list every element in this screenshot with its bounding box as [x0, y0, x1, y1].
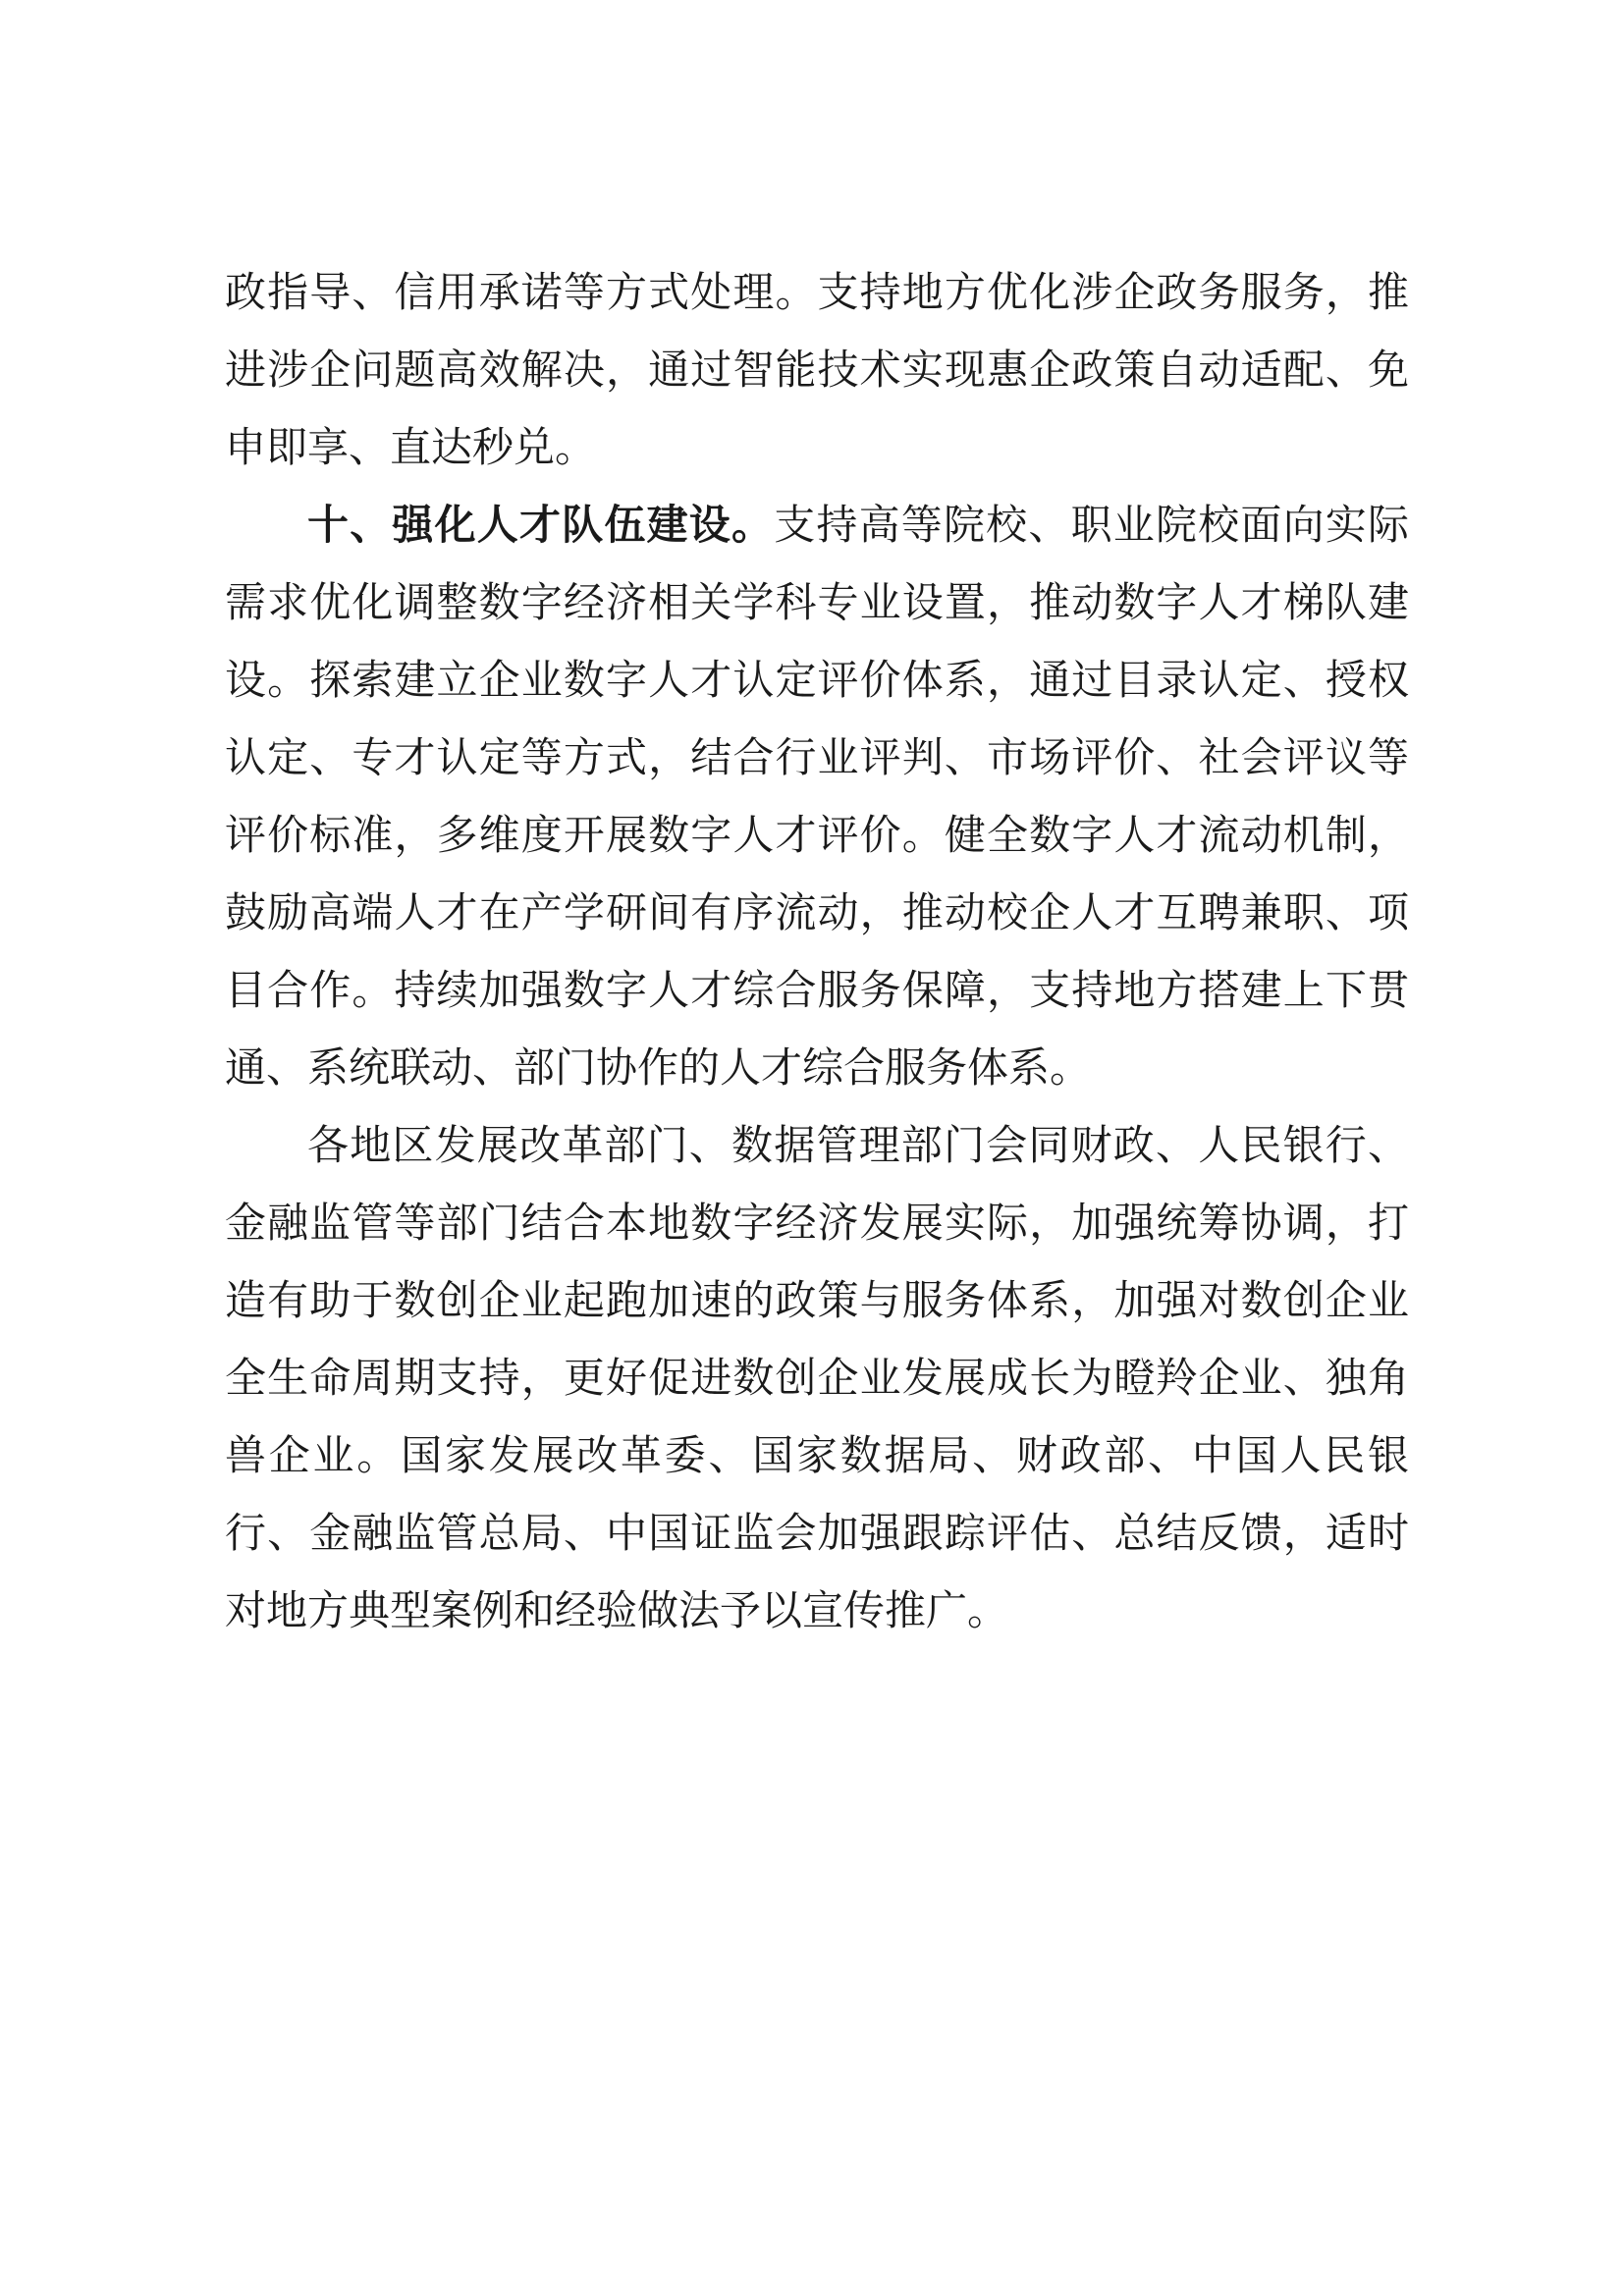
- paragraph-closing: 各地区发展改革部门、数据管理部门会同财政、人民银行、金融监管等部门结合本地数字经济发展实际，加强统筹协调，打造有助于数创企业起跑加速的政策与服务体系，加强对数创企业全生命周期支持，更好促进数创企业发展成长为瞪羚企业、独角兽企业。国家发展改革委、国家数据局、财政部、中国人民银行、金融监管总局、中国证监会加强跟踪评估、总结反馈，适时对地方典型案例和经验做法予以宣传推广。: [225, 1121, 1409, 1634]
- section-ten-body: 支持高等院校、职业院校面向实际需求优化调整数字经济相关学科专业设置，推动数字人才梯队建设。探索建立企业数字人才认定评价体系，通过目录认定、授权认定、专才认定等方式，结合行业评判、市场评价、社会评议等评价标准，多维度开展数字人才评价。健全数字人才流动机制，鼓励高端人才在产学研间有序流动，推动校企人才互聘兼职、项目合作。持续加强数字人才综合服务保障，支持地方搭建上下贯通、系统联动、部门协作的人才综合服务体系。: [225, 501, 1409, 1092]
- paragraph-section-ten: [225, 486, 1409, 1106]
- section-heading-ten: 十、强化人才队伍建设。: [307, 501, 775, 549]
- paragraph-continuation: 政指导、信用承诺等方式处理。支持地方优化涉企政务服务，推进涉企问题高效解决，通过智能技术实现惠企政策自动适配、免申即享、直达秒兑。: [225, 268, 1409, 471]
- document-body: [225, 253, 1409, 1649]
